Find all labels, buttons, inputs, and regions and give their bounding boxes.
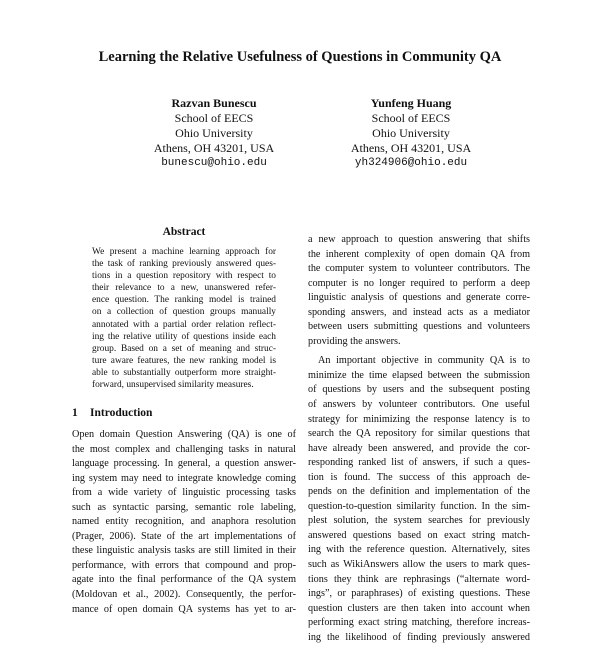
author-block bbox=[311, 96, 511, 171]
right-column-text bbox=[308, 233, 530, 645]
text-line: tions they think are rephrasings (“alternate word- bbox=[308, 573, 530, 585]
author-institution: Ohio University bbox=[175, 126, 253, 140]
text-line: question-to-question similarity function. In the sim- bbox=[308, 500, 530, 512]
text-line: named entity recognition, and anaphora resolution bbox=[72, 516, 296, 528]
author-affiliation: School of EECS bbox=[174, 111, 254, 125]
section-number: 1 bbox=[72, 407, 78, 419]
text-line: tion is found. The success of this approach de- bbox=[308, 471, 530, 483]
text-line: ing the relative utility of questions inside each bbox=[92, 331, 276, 342]
text-line: a new approach to question answering that shifts bbox=[308, 234, 530, 245]
text-line: of questions by users and the subsequent posting bbox=[308, 384, 530, 396]
text-line: these linguistic analysis tasks are still limited in their bbox=[72, 545, 296, 557]
text-line: ing the likelihood of finding previously answered bbox=[308, 631, 530, 643]
author-affiliation: School of EECS bbox=[371, 111, 451, 125]
author-name: Razvan Bunescu bbox=[171, 96, 257, 110]
text-line: ings”, or paraphrases) of existing questions. These bbox=[308, 588, 530, 600]
text-line: question clusters are then taken into account when bbox=[308, 602, 530, 614]
paper-title: Learning the Relative Usefulness of Questions in Community QA bbox=[98, 49, 502, 65]
text-line: the task of ranking previously answered ques- bbox=[92, 259, 276, 270]
text-line: language processing. In general, a question answer- bbox=[72, 458, 296, 470]
text-line: mance of open domain QA systems has yet to ar- bbox=[72, 603, 296, 615]
text-line: between users submitting questions and volunteers bbox=[308, 321, 530, 333]
author-address: Athens, OH 43201, USA bbox=[350, 141, 472, 155]
section-title: Introduction bbox=[90, 407, 153, 419]
text-line: on a collection of question groups manually bbox=[92, 307, 276, 318]
text-line: We present a machine learning approach for bbox=[92, 247, 276, 257]
text-line: agate into the final performance of the QA system bbox=[72, 574, 296, 586]
text-line: of answers by volunteer contributors. One useful bbox=[308, 399, 530, 411]
section-heading-introduction bbox=[72, 406, 152, 420]
text-line: Open domain Question Answering (QA) is one of bbox=[72, 429, 296, 440]
text-line: such as WikiAnswers allow the users to mark ques- bbox=[308, 559, 530, 571]
text-line: tions in a question repository with respect to bbox=[92, 271, 276, 282]
text-line: plest solution, the system searches for previously bbox=[308, 515, 530, 527]
text-line: able to substantially outperform more straight- bbox=[92, 367, 276, 378]
text-line: strategy for minimizing the response latency is to bbox=[308, 413, 530, 425]
text-line: ture aware features, the new ranking model is bbox=[92, 355, 276, 366]
text-line: ence question. The ranking model is trained bbox=[92, 295, 276, 306]
left-column-text bbox=[72, 428, 296, 617]
text-line: sponding answers, and instead acts as a mediator bbox=[308, 306, 530, 318]
text-line: the most complex and challenging tasks in natural bbox=[72, 443, 296, 455]
author-email: yh324906@ohio.edu bbox=[354, 157, 468, 169]
author-email: bunescu@ohio.edu bbox=[161, 157, 267, 169]
text-line: the computer system to volunteer contributors. The bbox=[308, 263, 530, 275]
text-line: their relevance to a new, unanswered refer- bbox=[92, 283, 276, 294]
author-institution: Ohio University bbox=[372, 126, 450, 140]
text-line: linguistic analysis of questions and generate corre- bbox=[308, 292, 530, 304]
text-line: (Prager, 2006). State of the art implementations of bbox=[72, 530, 296, 542]
text-line: annotated with a partial order relation reflect- bbox=[92, 319, 276, 330]
abstract-body bbox=[92, 246, 276, 391]
text-line: ing with the reference question. Alternatively, sites bbox=[308, 544, 530, 556]
text-line: pends on the definition and implementation of the bbox=[308, 486, 530, 498]
author-name: Yunfeng Huang bbox=[370, 96, 452, 110]
text-line: performance, with errors that compound and prop- bbox=[72, 559, 296, 571]
text-line: minimize the time elapsed between the submission bbox=[308, 369, 530, 381]
text-line: (Moldovan et al., 2002). Consequently, the perfor- bbox=[72, 589, 296, 601]
text-line: providing the answers. bbox=[308, 335, 401, 347]
text-line: group. Based on a set of meaning and struc- bbox=[92, 343, 276, 354]
text-line: responding ranked list of answers, if such a ques- bbox=[308, 457, 530, 469]
text-line: such as syntactic parsing, semantic role labeling, bbox=[72, 501, 296, 513]
text-line: the inherent complexity of open domain QA from bbox=[308, 248, 530, 260]
text-line: An important objective in community QA is to bbox=[318, 355, 530, 367]
text-line: have already been answered, and provide the cor- bbox=[308, 442, 530, 454]
text-line: search the QA repository for similar questions that bbox=[308, 428, 530, 440]
author-address: Athens, OH 43201, USA bbox=[153, 141, 275, 155]
text-line: computer is no longer required to perform a deep bbox=[308, 277, 530, 289]
text-line: performing exact string matching, therefore increas- bbox=[308, 617, 530, 629]
text-line: from a wide variety of linguistic processing tasks bbox=[72, 487, 296, 499]
author-block bbox=[114, 96, 314, 171]
text-line: forward, unsupervised similarity measures. bbox=[92, 380, 254, 391]
abstract-heading: Abstract bbox=[162, 226, 206, 238]
text-line: answered questions based on exact string match- bbox=[308, 529, 530, 541]
text-line: ing system may need to integrate knowledge coming bbox=[72, 472, 296, 484]
